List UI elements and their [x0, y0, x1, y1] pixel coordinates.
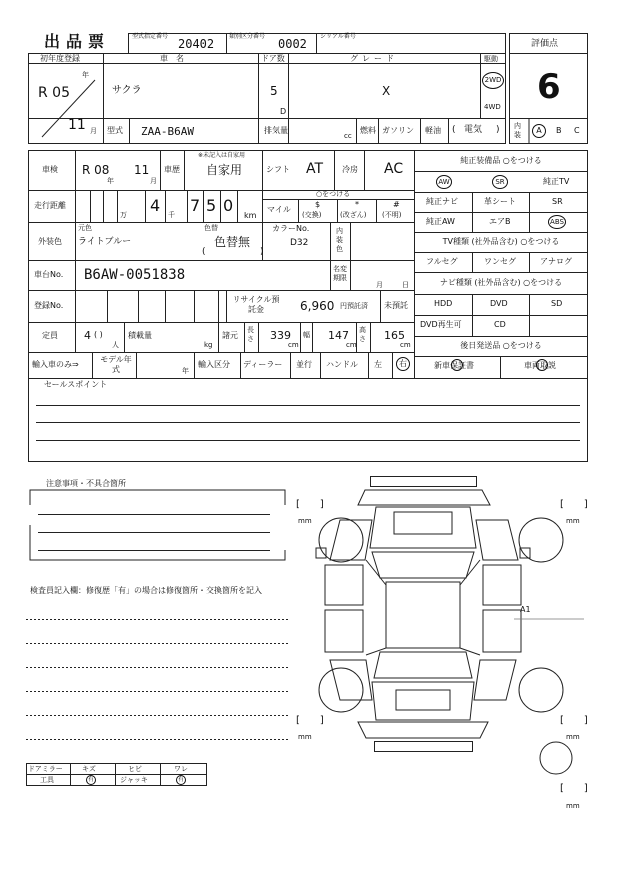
- capacity-value: 4: [84, 329, 91, 342]
- acc-crack: ヒビ: [128, 765, 142, 773]
- recycle-label: リサイクル預託金: [232, 295, 280, 314]
- first-reg-month: 11: [68, 117, 86, 133]
- drive-label: 駆動: [484, 55, 498, 63]
- exterior-color-label: 外装色: [38, 237, 62, 246]
- chassis-label: 車台No.: [34, 270, 64, 279]
- mm-rear-left: mm: [298, 733, 312, 741]
- handle-left: 左: [374, 360, 382, 369]
- name-change-label: 名変期限: [333, 265, 347, 282]
- color-no-value: D32: [290, 238, 309, 248]
- navi-cd: CD: [494, 320, 506, 329]
- import-dealer: ディーラー: [243, 360, 283, 369]
- height-value: 165: [384, 329, 405, 342]
- cc-unit: cc: [344, 132, 352, 140]
- doors-label: ドア数: [261, 54, 285, 63]
- acc-jack-mark: 有: [177, 776, 184, 783]
- tv-fullseg: フルセグ: [426, 257, 458, 266]
- model-value: ZAA-B6AW: [141, 125, 194, 138]
- mileage-label: 走行距離: [34, 201, 66, 210]
- mm-spare: mm: [566, 802, 580, 810]
- mileage-digit-2: 7: [190, 196, 201, 215]
- capacity-person-unit: 人: [112, 341, 119, 349]
- bracket-front-left: [ ]: [296, 499, 324, 510]
- fuel-paren-open: (: [452, 125, 456, 135]
- equip-genuine-navi: 純正ナビ: [426, 197, 458, 206]
- equip-airbag: エアB: [489, 217, 511, 226]
- fuel-diesel: 軽油: [425, 126, 441, 135]
- grade-label: グレード: [350, 54, 398, 63]
- genuine-equipment-title: 純正装備品 ○をつける: [460, 156, 542, 165]
- class-label: 類別区分番号: [229, 33, 266, 40]
- mileage-digit-1: 4: [150, 196, 161, 215]
- mm-front-left: mm: [298, 517, 312, 525]
- tv-oneseg: ワンセグ: [484, 257, 516, 266]
- type-cert-number: 20402: [178, 37, 215, 51]
- equip-genuine-tv: 純正TV: [543, 177, 570, 186]
- class-number: 0002: [278, 37, 307, 51]
- mm-front-right: mm: [566, 517, 580, 525]
- type-cert-label: 型式指定番号: [132, 33, 169, 40]
- acc-door-mirror: ドアミラー: [28, 765, 63, 773]
- interior-label: 内装: [514, 122, 521, 139]
- mileage-mile: マイル: [267, 205, 291, 214]
- original-color-label: 元色: [78, 224, 92, 232]
- exchange-mark: $: [315, 200, 321, 209]
- capacity-label: 定員: [42, 331, 58, 340]
- navi-sd: SD: [551, 299, 563, 308]
- width-value: 147: [328, 329, 349, 342]
- mileage-sen-unit: 千: [168, 211, 175, 219]
- length-label: 長さ: [247, 326, 254, 343]
- first-reg-label: 初年度登録: [40, 54, 80, 63]
- fuel-gasoline: ガソリン: [382, 126, 414, 135]
- form-title: 出品票: [44, 32, 111, 51]
- later-manual: 車両取説: [524, 361, 556, 370]
- equip-sr: SR: [552, 197, 563, 206]
- inspection-era: R 08: [82, 163, 110, 177]
- inspection-label: 車検: [42, 165, 58, 174]
- rating-value: 6: [537, 67, 561, 107]
- acc-jack: ジャッキ: [120, 776, 148, 784]
- history-value: 自家用: [206, 163, 243, 177]
- repaint-label: 色替: [204, 224, 218, 232]
- acc-break: ワレ: [174, 765, 188, 773]
- navi-dvd: DVD: [490, 299, 508, 308]
- fuel-paren-close: ): [496, 125, 500, 135]
- navi-type-title: ナビ種類 (社外品含む) ○をつける: [439, 278, 563, 287]
- interior-a-circled: A: [532, 124, 546, 138]
- doors-d: D: [280, 107, 287, 116]
- recycle-not-deposited: 未預託: [384, 301, 408, 310]
- equip-abs-circled: ABS: [548, 215, 566, 229]
- bracket-rear-right: [ ]: [560, 715, 588, 726]
- serial-label: シリアル番号: [320, 33, 356, 40]
- dims-label: 諸元: [222, 331, 238, 340]
- equip-genuine-aw: 純正AW: [426, 217, 455, 226]
- equip-aw-circled: AW: [436, 175, 452, 189]
- height-cm: cm: [400, 341, 411, 349]
- bracket-front-right: [ ]: [560, 499, 588, 510]
- displacement-label: 排気量: [264, 126, 288, 135]
- tv-analog: アナログ: [540, 257, 572, 266]
- width-cm: cm: [346, 341, 357, 349]
- recycle-deposited: 円預託済: [340, 302, 368, 310]
- drive-2wd-circled: 2WD: [482, 72, 504, 89]
- notes-title: 注意事項・不具合箇所: [46, 479, 126, 488]
- car-name-label: 車 名: [160, 54, 184, 63]
- handle-label: ハンドル: [326, 360, 358, 369]
- equip-leather: 革シート: [484, 197, 516, 206]
- inspection-month: 11: [134, 163, 150, 177]
- mileage-circle-note: ○をつける: [316, 190, 351, 198]
- history-note: ※未記入は自家用: [198, 152, 246, 159]
- load-kg: kg: [204, 341, 213, 349]
- later-shipment-title: 後日発送品 ○をつける: [460, 341, 542, 350]
- import-class-label: 輸入区分: [198, 360, 230, 369]
- inspection-month-unit: 月: [150, 177, 157, 185]
- acc-scratch: キズ: [82, 765, 96, 773]
- length-value: 339: [270, 329, 291, 342]
- mileage-digit-4: 0: [223, 196, 234, 215]
- mm-rear-right: mm: [566, 733, 580, 741]
- load-label: 積載量: [128, 331, 152, 340]
- length-cm: cm: [288, 341, 299, 349]
- navi-hdd: HDD: [434, 299, 453, 308]
- inspector-notes-title: 検査員記入欄：修復歴「有」の場合は修復箇所・交換箇所を記入: [30, 586, 262, 595]
- unknown-mark: #: [393, 200, 400, 209]
- manual-circle-mark: [536, 359, 548, 371]
- later-warranty: 新車保証書: [434, 361, 474, 370]
- equip-sunroof-circled: SR: [492, 175, 508, 189]
- navi-dvd-playable: DVD再生可: [420, 320, 462, 329]
- bracket-spare: [ ]: [560, 783, 588, 794]
- fuel-electric: 電気: [464, 125, 483, 135]
- import-parallel: 並行: [296, 360, 312, 369]
- width-label: 幅: [303, 331, 310, 339]
- drive-4wd: 4WD: [484, 103, 501, 111]
- sales-point-label: セールスポイント: [44, 380, 108, 389]
- repaint-paren-open: (: [202, 247, 206, 257]
- car-name: サクラ: [112, 85, 142, 96]
- model-year-unit: 年: [182, 367, 189, 375]
- capacity-paren: ( ): [94, 330, 103, 339]
- inspection-year-unit: 年: [107, 177, 114, 185]
- interior-b: B: [556, 126, 562, 135]
- mileage-man-unit: 万: [120, 211, 127, 219]
- shift-value: AT: [306, 161, 324, 177]
- model-label: 型式: [107, 126, 123, 135]
- bracket-rear-left: [ ]: [296, 715, 324, 726]
- first-reg-month-unit: 月: [90, 127, 97, 135]
- mileage-km-unit: km: [244, 211, 257, 220]
- repaint-paren-close: ): [260, 247, 264, 257]
- mileage-tampered: (改ざん): [340, 211, 367, 219]
- interior-c: C: [574, 126, 580, 135]
- first-reg-year-unit: 年: [82, 71, 89, 79]
- grade-value: X: [382, 84, 391, 98]
- acc-tools-mark: 有: [87, 776, 94, 783]
- fuel-label: 燃料: [360, 126, 376, 135]
- acc-tools: 工具: [40, 776, 54, 784]
- history-label: 車歴: [164, 165, 180, 174]
- interior-color-label: 内装色: [336, 227, 343, 253]
- name-change-month: 月: [376, 281, 383, 289]
- damage-mark-a1: A1: [520, 605, 531, 614]
- original-color-value: ライトブルー: [78, 237, 132, 247]
- mileage-unknown: (不明): [382, 211, 402, 219]
- chassis-value: B6AW-0051838: [84, 267, 186, 283]
- height-label: 高さ: [359, 326, 366, 343]
- first-reg-era: R 05: [38, 85, 70, 101]
- doors-value: 5: [270, 84, 278, 98]
- name-change-day: 日: [402, 281, 409, 289]
- cooler-label: 冷房: [342, 165, 358, 174]
- model-year-label: モデル年式: [100, 355, 132, 374]
- mileage-digit-3: 5: [206, 196, 217, 215]
- repaint-value: 色替無: [214, 235, 251, 249]
- recycle-value: 6,960: [300, 299, 335, 313]
- tv-type-title: TV種類 (社外品含む) ○をつける: [442, 237, 560, 246]
- tamper-mark: *: [355, 200, 359, 209]
- warranty-circle-mark: [451, 359, 463, 371]
- handle-right-circled: 右: [396, 357, 410, 371]
- registration-label: 登録No.: [34, 301, 64, 310]
- color-no-label: カラーNo.: [272, 224, 310, 233]
- mileage-exchange: (交換): [302, 211, 322, 219]
- shift-label: シフト: [266, 165, 290, 174]
- rating-label: 評価点: [531, 39, 559, 49]
- import-only-label: 輸入車のみ⇒: [32, 360, 79, 369]
- cooler-value: AC: [384, 161, 404, 177]
